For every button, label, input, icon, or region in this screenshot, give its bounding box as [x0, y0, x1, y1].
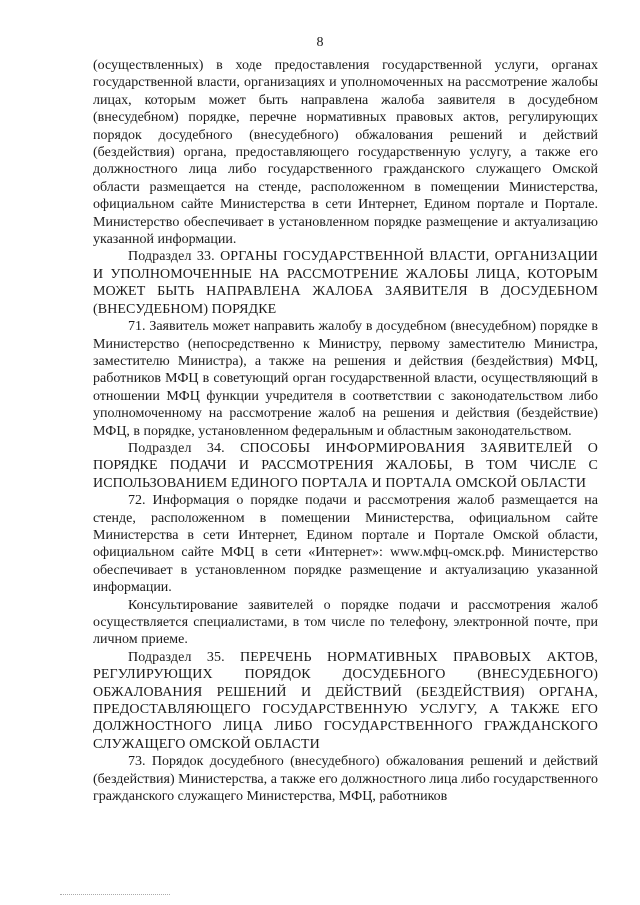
paragraph-consultation: Консультирование заявителей о порядке подачи и рассмотрения жалоб осуществляется специалистами, в том числе по телефону, электронной почте, при личном приеме.	[93, 597, 598, 648]
subsection-33-heading: Подраздел 33. ОРГАНЫ ГОСУДАРСТВЕННОЙ ВЛАСТИ, ОРГАНИЗАЦИИ И УПОЛНОМОЧЕННЫЕ НА РАССМОТРЕНИЕ ЖАЛОБЫ ЛИЦА, КОТОРЫМ МОЖЕТ БЫТЬ НАПРАВЛЕНА ЖАЛОБА ЗАЯВИТЕЛЯ В ДОСУДЕБНОМ (ВНЕСУДЕБНОМ) ПОРЯДКЕ	[93, 249, 598, 317]
page-number: 8	[316, 35, 324, 50]
page-edge-mark	[60, 894, 170, 897]
paragraph-72: 72. Информация о порядке подачи и рассмотрения жалоб размещается на стенде, расположенном в помещении Министерства, официальном сайте Министерства в сети Интернет, Едином портале и Портале Омской области, официальном сайте МФЦ в сети «Интернет»: www.мфц-омск.рф. Министерство обеспечивает в установленном порядке размещение и актуализацию указанной информации.	[93, 493, 598, 596]
paragraph-73: 73. Порядок досудебного (внесудебного) обжалования решений и действий (бездействия) Министерства, а также его должностного лица либо государственного гражданского служащего Министерства, МФЦ, работников	[93, 754, 598, 805]
paragraph-71: 71. Заявитель может направить жалобу в досудебном (внесудебном) порядке в Министерство (непосредственно к Министру, первому заместителю Министра, заместителю Министра), а также на решения и действия (бездействия) МФЦ, работников МФЦ в советующий орган государственной власти, осуществляющий в отношении МФЦ функции учредителя в соответствии с законодательством либо уполномоченному на рассмотрение жалоб на решения и действия (бездействие) МФЦ, в порядке, установленном федеральным и областным законодательством.	[93, 319, 598, 439]
document-body	[93, 57, 598, 805]
subsection-34-heading: Подраздел 34. СПОСОБЫ ИНФОРМИРОВАНИЯ ЗАЯВИТЕЛЕЙ О ПОРЯДКЕ ПОДАЧИ И РАССМОТРЕНИЯ ЖАЛОБЫ, В ТОМ ЧИСЛЕ С ИСПОЛЬЗОВАНИЕМ ЕДИНОГО ПОРТАЛА И ПОРТАЛА ОМСКОЙ ОБЛАСТИ	[93, 440, 598, 491]
paragraph-continuation: (осуществленных) в ходе предоставления государственной услуги, органах государственной власти, организациях и уполномоченных на рассмотрение жалобы лицах, которым может быть направлена жалоба заявителя в досудебном (внесудебном) порядке, перечне нормативных правовых актов, регулирующих порядок досудебного (внесудебного) обжалования решений и действий (бездействия) органа, предоставляющего государственную услугу, а также его должностного лица либо государственного гражданского служащего Омской области размещается на стенде, расположенном в помещении Министерства, официальном сайте Министерства в сети Интернет, Едином портале и Портале. Министерство обеспечивает в установленном порядке размещение и актуализацию указанной информации.	[93, 58, 598, 248]
subsection-35-heading: Подраздел 35. ПЕРЕЧЕНЬ НОРМАТИВНЫХ ПРАВОВЫХ АКТОВ, РЕГУЛИРУЮЩИХ ПОРЯДОК ДОСУДЕБНОГО (ВНЕСУДЕБНОГО) ОБЖАЛОВАНИЯ РЕШЕНИЙ И ДЕЙСТВИЙ (БЕЗДЕЙСТВИЯ) ОРГАНА, ПРЕДОСТАВЛЯЮЩЕГО ГОСУДАРСТВЕННУЮ УСЛУГУ, А ТАКЖЕ ЕГО ДОЛЖНОСТНОГО ЛИЦА ЛИБО ГОСУДАРСТВЕННОГО ГРАЖДАНСКОГО СЛУЖАЩЕГО ОМСКОЙ ОБЛАСТИ	[93, 649, 598, 752]
